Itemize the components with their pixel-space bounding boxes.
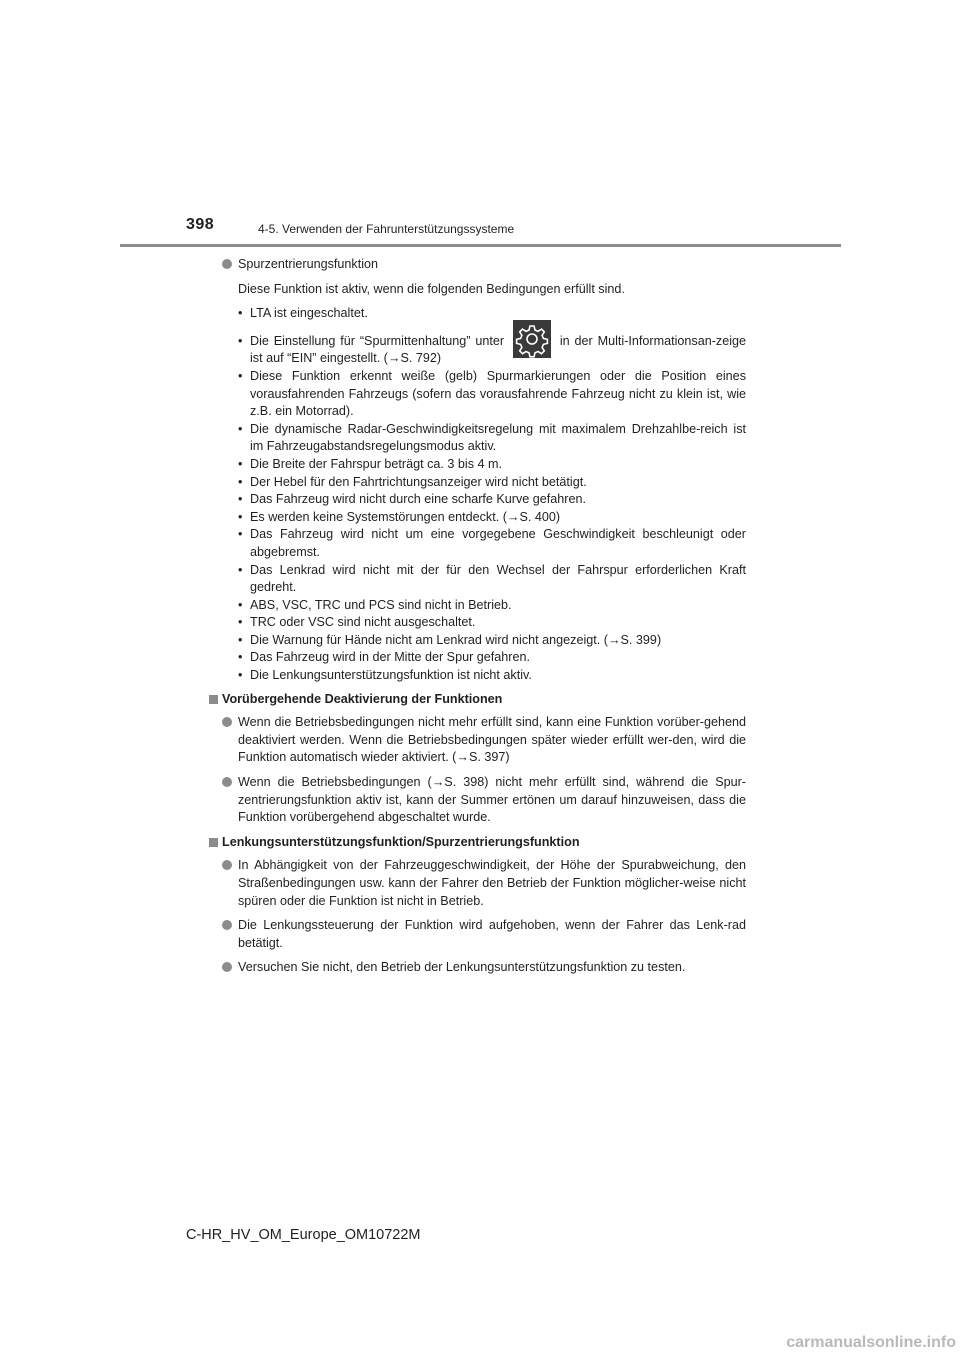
circle-bullet-icon (222, 777, 232, 787)
list-item: • TRC oder VSC sind nicht ausgeschaltet. (238, 615, 476, 630)
list-item: • Das Fahrzeug wird nicht um eine vorgegebene Geschwindigkeit beschleunigt oder abgebremst. (238, 527, 746, 559)
list-item: • Das Fahrzeug wird nicht durch eine scharfe Kurve gefahren. (238, 492, 587, 507)
list-item: • Der Hebel für den Fahrtrichtungsanzeiger wird nicht betätigt. (238, 474, 587, 489)
list-item: • ABS, VSC, TRC und PCS sind nicht in Betrieb. (238, 597, 512, 612)
list-item: • Das Fahrzeug wird in der Mitte der Spur gefahren. (238, 650, 530, 665)
list-item-text: Das Lenkrad wird nicht mit der für den Wechsel der Fahrspur erforderlichen Kraft gedreht. (250, 562, 746, 595)
circle-bullet-icon (222, 962, 232, 972)
header-rule (120, 244, 841, 247)
list-item-text: Das Fahrzeug wird nicht durch eine scharfe Kurve gefahren. (250, 492, 587, 507)
page-number: 398 (186, 216, 215, 233)
circle-bullet-icon (222, 259, 232, 269)
square-bullet-icon (209, 838, 218, 847)
list-item-text: Diese Funktion erkennt weiße (gelb) Spurmarkierungen oder die Position eines vorausfahrenden Fahrzeugs (sofern das vorausfahrende Fahrzeug nicht zu klein ist, wie z.B. ein Motorrad). (250, 368, 746, 419)
list-item (208, 959, 746, 977)
list-item: • Die Warnung für Hände nicht am Lenkrad wird nicht angezeigt. (→S. 399) (238, 632, 662, 647)
list-item: • Das Lenkrad wird nicht mit der für den Wechsel der Fahrspur erforderlichen Kraft gedreht. (238, 562, 746, 595)
list-item: • Die Lenkungsunterstützungsfunktion ist nicht aktiv. (238, 668, 532, 683)
list-item-text: Die dynamische Radar-Geschwindigkeitsregelung mit maximalem Drehzahlbe-reich ist im Fahrzeugabstandsregelungsmodus aktiv. (250, 421, 746, 454)
gear-icon (513, 320, 551, 358)
list-item-text: Wenn die Betriebsbedingungen nicht mehr erfüllt sind, kann eine Funktion vorüber-gehend deaktiviert werden. Wenn die Betriebsbedingungen später wieder erfüllt wer-den, wird die Funktion automatisch wieder aktiviert. (→S. 397) (238, 715, 746, 765)
list-item: • Die Einstellung für “Spurmittenhaltung” unter in der Multi-Informationsan-zeige ist auf “EIN” eingestellt. (→S. 792) (238, 333, 746, 368)
list-item-text: Die Lenkungsunterstützungsfunktion ist nicht aktiv. (250, 668, 532, 683)
list-item-text: Die Breite der Fahrspur beträgt ca. 3 bis 4 m. (250, 456, 502, 471)
square-bullet-icon (209, 695, 218, 704)
watermark: carmanualsonline.info (786, 1334, 956, 1351)
list-item-text: Wenn die Betriebsbedingungen (→S. 398) nicht mehr erfüllt sind, während die Spur-zentrierungsfunktion aktiv ist, kann der Summer ertönen um darauf hinzuweisen, dass die Funktion vorübergehend abgeschaltet wurde. (238, 775, 746, 825)
list-item-text: in der Multi-Informationsan-zeige ist auf “EIN” eingestellt. (→S. 792) (250, 333, 747, 366)
list-item-text: Versuchen Sie nicht, den Betrieb der Lenkungsunterstützungsfunktion zu testen. (238, 960, 686, 975)
section-heading-text: Spurzentrierungsfunktion (238, 257, 379, 271)
document-code: C-HR_HV_OM_Europe_OM10722M (186, 1227, 421, 1243)
circle-bullet-icon (222, 860, 232, 870)
list-item-text: Die Warnung für Hände nicht am Lenkrad wird nicht angezeigt. (→S. 399) (250, 632, 662, 647)
list-item-text: LTA ist eingeschaltet. (250, 306, 368, 321)
list-item (208, 714, 746, 767)
list-item: • Es werden keine Systemstörungen entdeckt. (→S. 400) (238, 509, 561, 524)
section-heading-text: Lenkungsunterstützungsfunktion/Spurzentrierungsfunktion (222, 834, 580, 849)
list-item-text: In Abhängigkeit von der Fahrzeuggeschwindigkeit, der Höhe der Spurabweichung, den Straßenbedingungen usw. kann der Fahrer den Betrieb der Funktion möglicher-weise nicht spüren oder die Funktion ist nicht in Betrieb. (238, 858, 746, 908)
intro-paragraph: Diese Funktion ist aktiv, wenn die folgenden Bedingungen erfüllt sind. (238, 281, 625, 296)
circle-bullet-icon (222, 717, 232, 727)
section-title: 4-5. Verwenden der Fahrunterstützungssysteme (258, 222, 515, 236)
list-item-text: Die Einstellung für “Spurmittenhaltung” unter (250, 333, 505, 348)
list-item-text: TRC oder VSC sind nicht ausgeschaltet. (250, 615, 476, 630)
list-item (208, 774, 746, 827)
list-item (208, 857, 746, 910)
section-heading-lane-centering (208, 256, 746, 274)
section-heading-steering-assist (208, 834, 746, 852)
list-item-text: Die Lenkungssteuerung der Funktion wird aufgehoben, wenn der Fahrer das Lenk-rad betätigt. (238, 918, 746, 950)
list-item: • Die dynamische Radar-Geschwindigkeitsregelung mit maximalem Drehzahlbe-reich ist im Fahrzeugabstandsregelungsmodus aktiv. (238, 421, 746, 454)
list-item-text: Es werden keine Systemstörungen entdeckt. (→S. 400) (250, 509, 561, 524)
list-item: • Die Breite der Fahrspur beträgt ca. 3 bis 4 m. (238, 456, 502, 471)
list-item: • Diese Funktion erkennt weiße (gelb) Spurmarkierungen oder die Position eines vorausfahrenden Fahrzeugs (sofern das vorausfahrende Fahrzeug nicht zu klein ist, wie z.B. ein Motorrad). (238, 368, 746, 419)
circle-bullet-icon (222, 920, 232, 930)
section-heading-temporary-deactivation (208, 691, 746, 709)
list-item-text: Der Hebel für den Fahrtrichtungsanzeiger wird nicht betätigt. (250, 474, 587, 489)
list-item-text: Das Fahrzeug wird in der Mitte der Spur gefahren. (250, 650, 530, 665)
page-content (208, 256, 746, 984)
list-item (208, 917, 746, 952)
list-item: • LTA ist eingeschaltet. (238, 306, 368, 321)
list-item-text: ABS, VSC, TRC und PCS sind nicht in Betrieb. (250, 597, 512, 612)
condition-list (208, 305, 746, 684)
section-heading-text: Vorübergehende Deaktivierung der Funktionen (222, 691, 503, 706)
list-item-text: Das Fahrzeug wird nicht um eine vorgegebene Geschwindigkeit beschleunigt oder abgebremst. (250, 527, 746, 559)
